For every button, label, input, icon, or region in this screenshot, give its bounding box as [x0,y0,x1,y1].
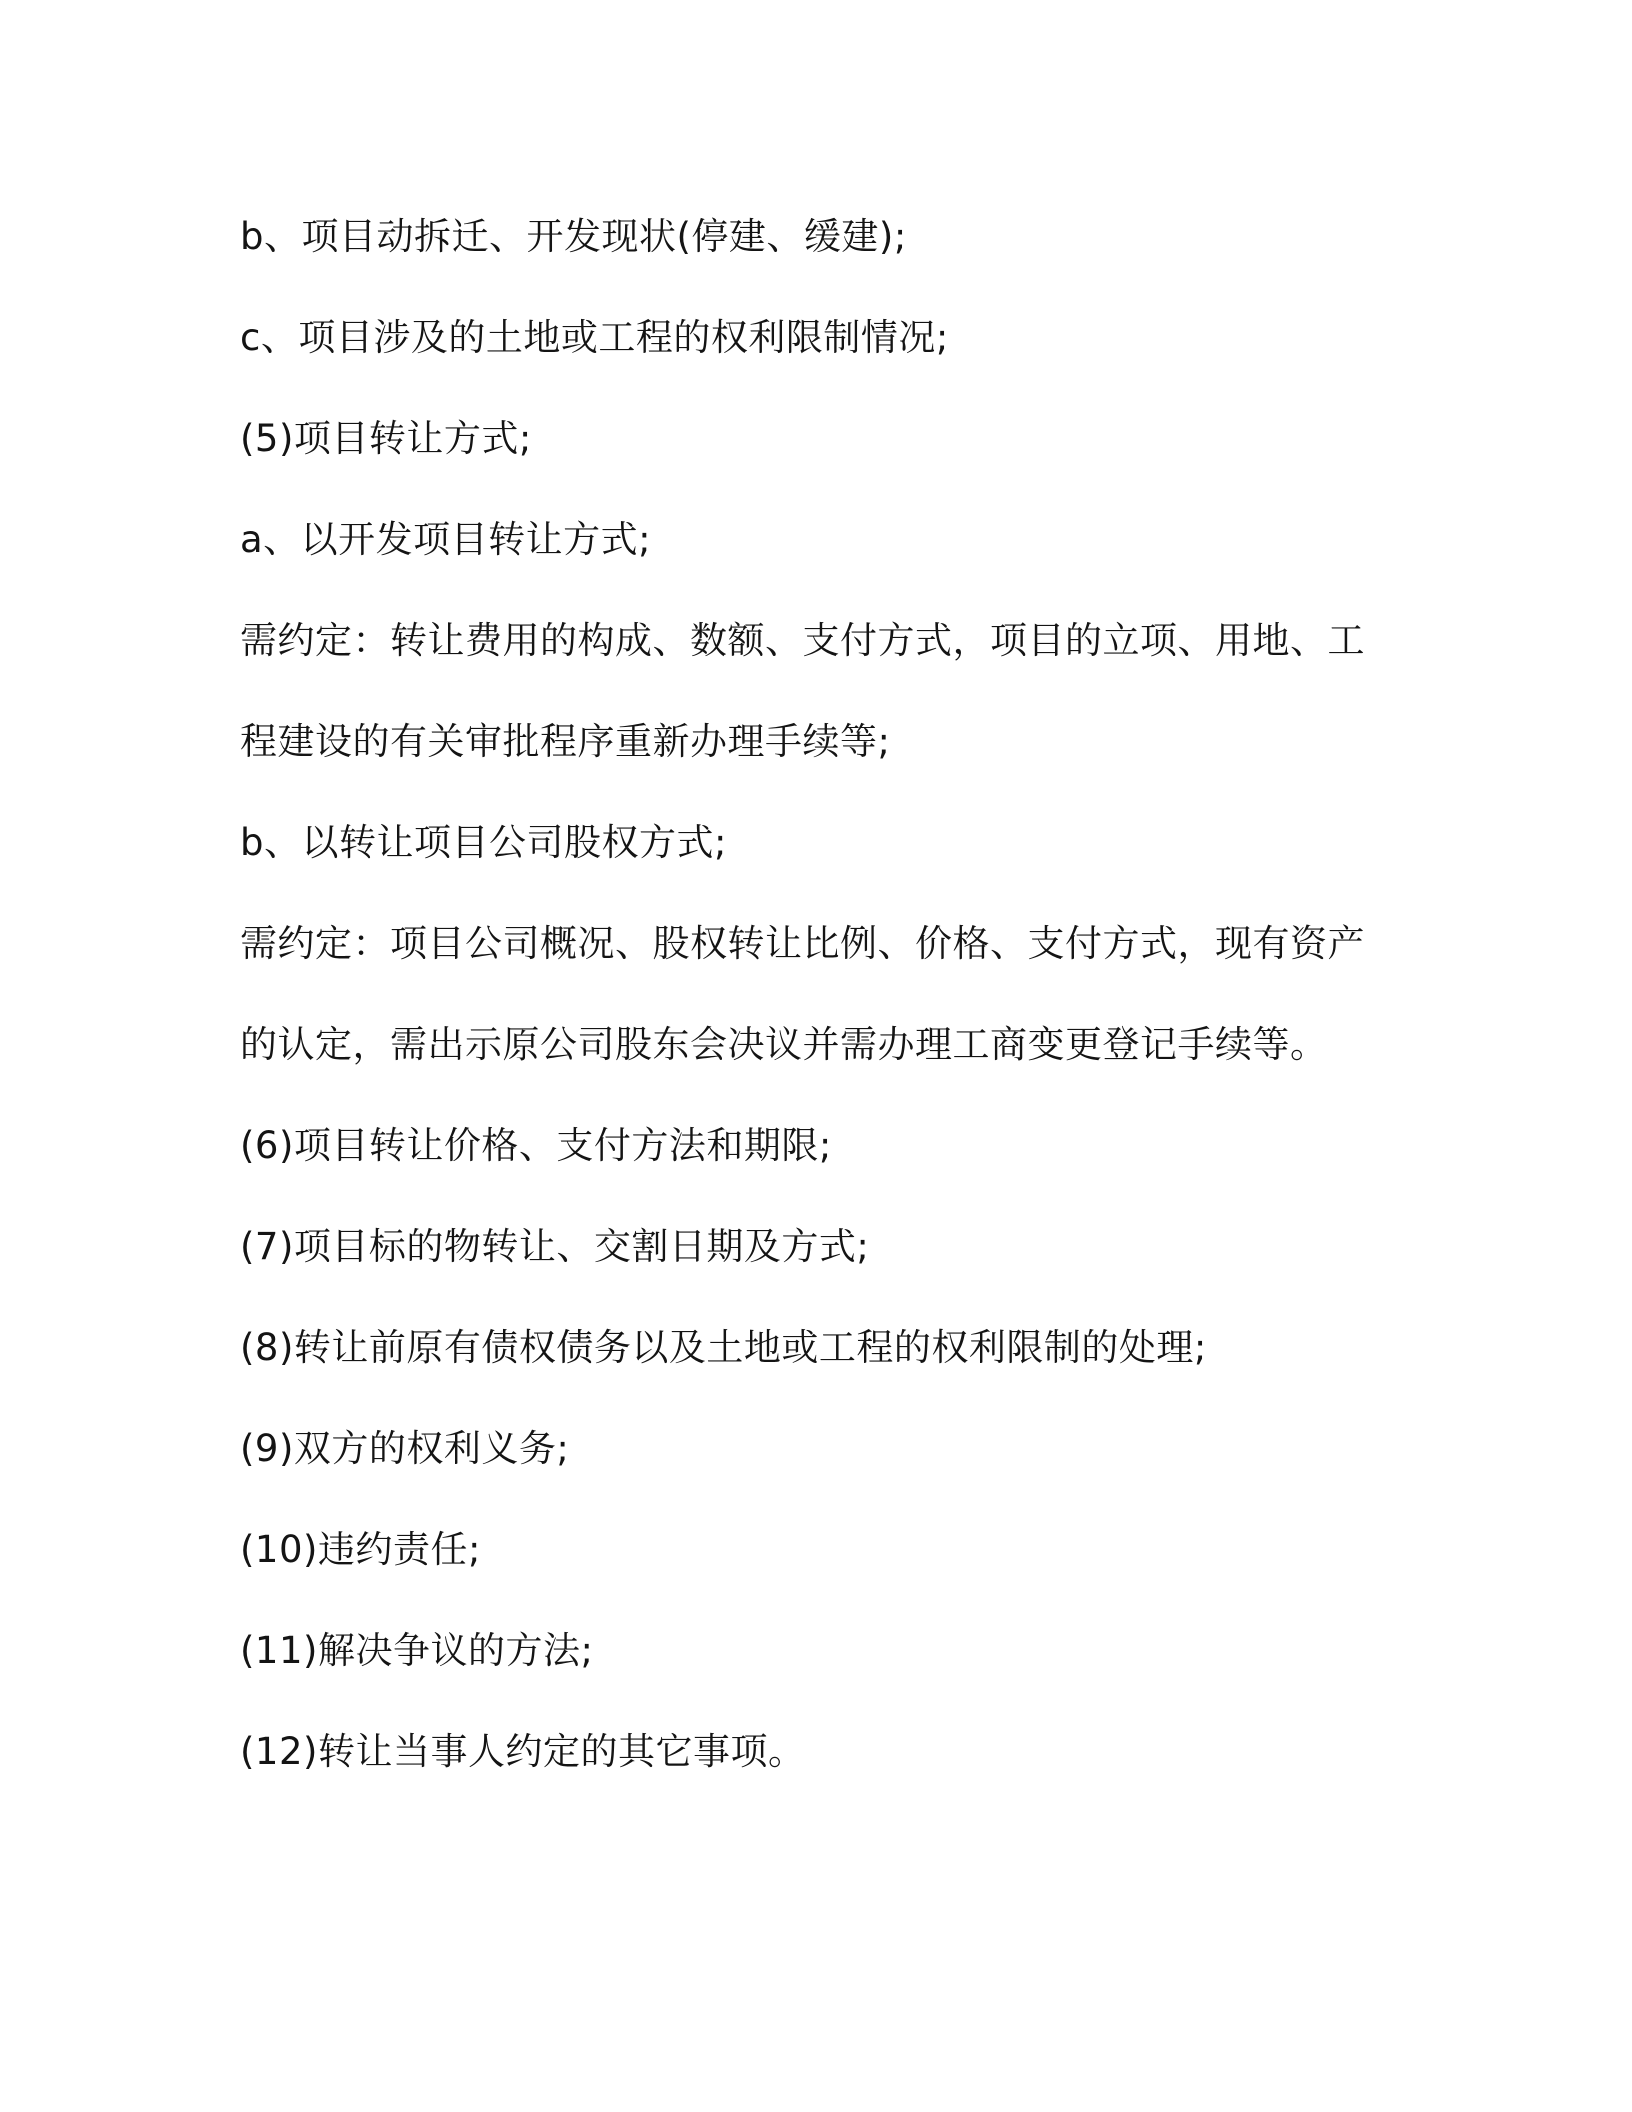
text-line: 需约定：转让费用的构成、数额、支付方式，项目的立项、用地、工 [240,619,1365,662]
text-line: a、以开发项目转让方式; [240,518,652,561]
text-line: 需约定：项目公司概况、股权转让比例、价格、支付方式，现有资产 [240,922,1365,965]
text-line: c、项目涉及的土地或工程的权利限制情况; [240,316,949,359]
text-line: (6)项目转让价格、支付方法和期限; [240,1124,832,1167]
text-line: 的认定，需出示原公司股东会决议并需办理工商变更登记手续等。 [240,1023,1328,1066]
text-line: (7)项目标的物转让、交割日期及方式; [240,1225,870,1268]
document-body [240,186,1370,1802]
text-line: (12)转让当事人约定的其它事项。 [240,1730,806,1773]
text-line: (10)违约责任; [240,1528,481,1571]
text-line: (9)双方的权利义务; [240,1427,570,1470]
text-line: 程建设的有关审批程序重新办理手续等; [240,720,891,763]
text-line: (11)解决争议的方法; [240,1629,594,1672]
text-line: b、以转让项目公司股权方式; [240,821,727,864]
text-line: (8)转让前原有债权债务以及土地或工程的权利限制的处理; [240,1326,1207,1369]
text-line: b、项目动拆迁、开发现状(停建、缓建); [240,215,907,258]
text-line: (5)项目转让方式; [240,417,532,460]
